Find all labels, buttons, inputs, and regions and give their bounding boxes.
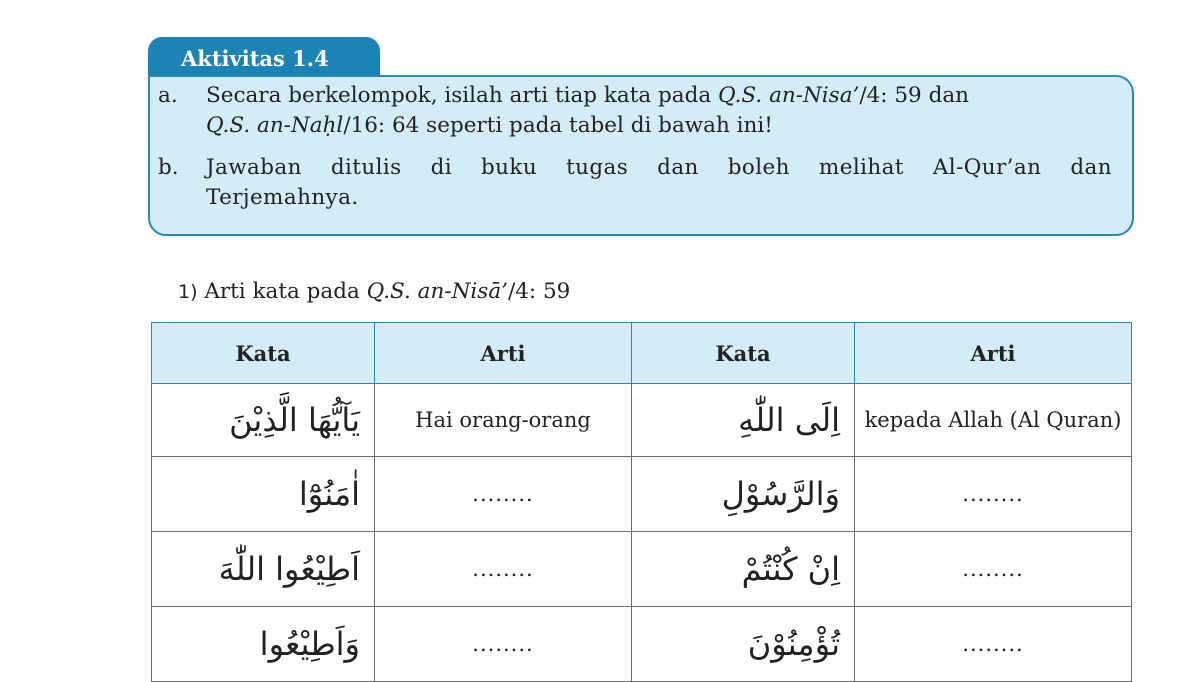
instruction-text-part: /4: 59 dan [859,83,969,108]
meaning-cell: kepada Allah (Al Quran) [855,384,1132,457]
surah-reference: Q.S. an-Nisa’ [718,83,860,108]
section-suffix: /4: 59 [507,279,571,304]
arabic-word: يَآيُّهَا الَّذِيْنَ [152,384,375,457]
table-header-row [152,323,1132,384]
surah-reference: Q.S. an-Nisā’ [366,279,508,304]
header-kata: Kata [632,323,855,384]
meaning-cell: Hai orang-orang [375,384,632,457]
meaning-blank: ........ [375,532,632,607]
arabic-word: وَاَطِيْعُوا [152,607,375,682]
meaning-blank: ........ [855,607,1132,682]
arabic-word: اٰمَنُوْٓا [152,457,375,532]
meaning-blank: ........ [375,457,632,532]
table-row [152,607,1132,682]
header-kata: Kata [152,323,375,384]
section-number: 1) [178,281,198,303]
instruction-b [158,153,1112,213]
table-row [152,532,1132,607]
instruction-text: Jawaban ditulis di buku tugas dan boleh melihat Al-Qur’an dan Terjemahnya. [206,155,1112,210]
arabic-word: وَالرَّسُوْلِ [632,457,855,532]
surah-reference: Q.S. an-Naḥl [206,113,344,138]
vocabulary-table [151,322,1132,682]
section-text: Arti kata pada [204,279,367,304]
instruction-text-part: Secara berkelompok, isilah arti tiap kata pada [206,83,719,108]
section-title [178,279,570,304]
table-row [152,384,1132,457]
arabic-word: اِنْ كُنْتُمْ [632,532,855,607]
table-row [152,457,1132,532]
meaning-blank: ........ [855,532,1132,607]
instruction-text [206,81,1112,141]
instruction-a [158,81,1112,141]
arabic-word: اِلَى اللّٰهِ [632,384,855,457]
instruction-text-part: /16: 64 seperti pada tabel di bawah ini! [343,113,773,138]
header-arti: Arti [375,323,632,384]
instruction-marker: a. [158,83,178,108]
arabic-word: اَطِيْعُوا اللّٰهَ [152,532,375,607]
activity-title: Aktivitas 1.4 [148,37,380,77]
instruction-marker: b. [158,155,179,180]
header-arti: Arti [855,323,1132,384]
activity-instructions-box [148,75,1134,236]
meaning-blank: ........ [375,607,632,682]
meaning-blank: ........ [855,457,1132,532]
arabic-word: تُؤْمِنُوْنَ [632,607,855,682]
